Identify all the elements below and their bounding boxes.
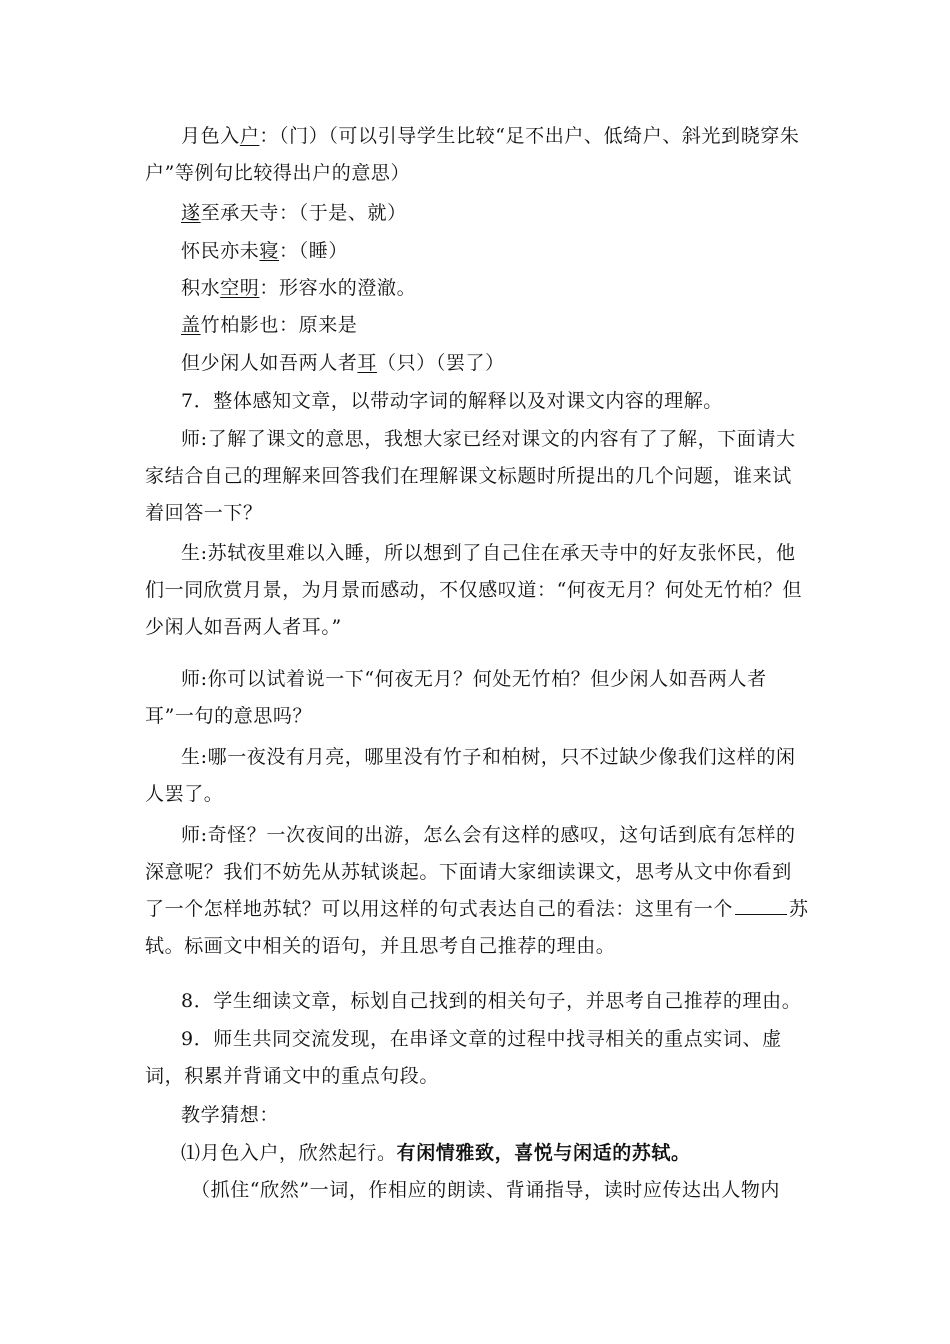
paragraph-gai: [145, 307, 810, 344]
text: 至承天寺：（于是、就）: [200, 202, 407, 224]
text: 怀民亦未: [181, 240, 260, 262]
underlined-word: 耳: [357, 352, 378, 374]
underlined-word: 盖: [181, 314, 201, 336]
underlined-word: 遂: [181, 202, 201, 224]
paragraph-er: [145, 345, 810, 382]
paragraph-student-1: 生:苏轼夜里难以入睡，所以想到了自己住在承天寺中的好友张怀民，他们一同欣赏月景，为月景而感动，不仅感叹道：“何夜无月？何处无竹柏？但少闲人如吾两人者耳。”: [145, 542, 803, 638]
text: 师:奇怪？一次夜间的出游，怎么会有这样的感叹，这句话到底有怎样的深意呢？我们不妨先从苏轼谈起。下面请大家细读课文，思考从文中你看到了一个怎样地苏轼？可以用这样的句式表达自己的看法：这里有一个: [145, 824, 796, 920]
text: ⑴月色入户，欣然起行。: [181, 1142, 397, 1164]
bold-text: 有闲情雅致，喜悦与闲适的苏轼。: [396, 1142, 691, 1164]
paragraph-qin: [145, 233, 810, 270]
text: ：（门）（可以引导学生比较“足不出户、低绮户、斜光到晓穿朱户”等例句比较得出户的意思）: [145, 125, 800, 184]
paragraph-guess-1: [145, 1135, 810, 1172]
paragraph-teacher-1: 师:了解了课文的意思，我想大家已经对课文的内容有了了解，下面请大家结合自己的理解来回答我们在理解课文标题时所提出的几个问题，谁来试着回答一下？: [145, 428, 796, 524]
heading-teaching-guess: 教学猜想：: [181, 1104, 280, 1126]
paragraph-yuese-ruhu: [145, 118, 810, 192]
text: 积水: [181, 277, 221, 299]
text: ：形容水的澄澈。: [259, 277, 417, 299]
fill-in-blank: [735, 898, 787, 915]
paragraph-step-9: 9．师生共同交流发现，在串译文章的过程中找寻相关的重点实词、虚词，积累并背诵文中的重点句段。: [145, 1028, 782, 1087]
text: ：（睡）: [279, 240, 348, 262]
paragraph-guess-1-note: （抓住“欣然”一词，作相应的朗读、背诵指导，读时应传达出人物内: [191, 1179, 781, 1201]
text: 苏轼。标画文中相关的语句，并且思考自己推荐的理由。: [145, 898, 809, 957]
paragraph-step-8: 8．学生细读文章，标划自己找到的相关句子，并思考自己推荐的理由。: [181, 990, 802, 1012]
paragraph-step-7: 7．整体感知文章，以带动字词的解释以及对课文内容的理解。: [181, 390, 723, 412]
paragraph-sui: [145, 195, 810, 232]
underlined-word: 寝: [259, 240, 280, 262]
paragraph-kongming: [145, 270, 810, 307]
underlined-word: 空明: [220, 277, 260, 299]
text: 竹柏影也：原来是: [200, 314, 358, 336]
underlined-word: 户: [239, 125, 260, 147]
paragraph-student-2: 生:哪一夜没有月亮，哪里没有竹子和柏树，只不过缺少像我们这样的闲人罢了。: [145, 746, 796, 805]
text: （只）（罢了）: [377, 352, 505, 374]
text: 月色入: [181, 125, 240, 147]
paragraph-teacher-3: [145, 817, 810, 965]
paragraph-teacher-2: 师:你可以试着说一下“何夜无月？何处无竹柏？但少闲人如吾两人者耳”一句的意思吗？: [145, 668, 767, 727]
text: 但少闲人如吾两人者: [181, 352, 358, 374]
